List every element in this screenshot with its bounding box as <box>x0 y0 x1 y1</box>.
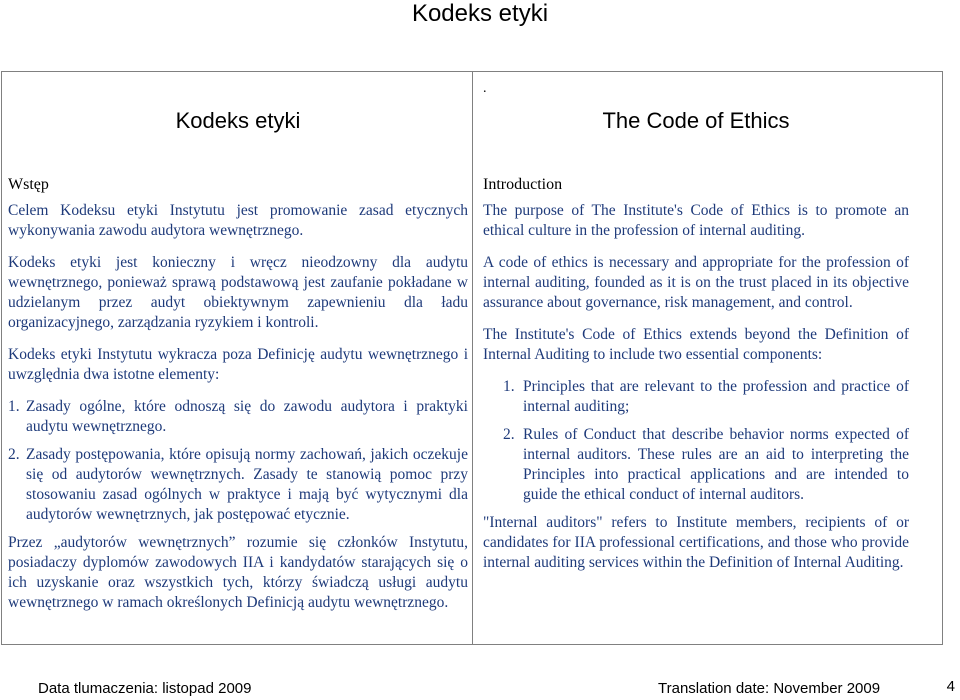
list-item <box>483 425 909 505</box>
stray-dot: . <box>483 81 487 96</box>
list-item-text: Rules of Conduct that describe behavior norms expected of internal auditors. These rules are an aid to interpreting the Principles into practical applications and are intended to guide the ethical conduct of internal auditors. <box>523 426 909 503</box>
english-section-heading: Introduction <box>483 176 563 193</box>
english-elements-list <box>483 377 909 505</box>
list-item <box>8 397 468 437</box>
footer-translation-date-english: Translation date: November 2009 <box>658 680 881 697</box>
list-item-text: Zasady ogólne, które odnoszą się do zawodu audytora i praktyki audytu wewnętrznego. <box>26 398 468 435</box>
list-item-text: Principles that are relevant to the profession and practice of internal auditing; <box>523 378 909 415</box>
list-item <box>483 377 909 417</box>
polish-paragraph-purpose: Celem Kodeksu etyki Instytutu jest promowanie zasad etycznych wykonywania zawodu audytora wewnętrznego. <box>8 202 468 239</box>
polish-paragraph-extends: Kodeks etyki Instytutu wykracza poza Definicję audytu wewnętrznego i uwzględnia dwa istotne elementy: <box>8 346 468 383</box>
list-item-number: 1. <box>8 398 20 415</box>
footer-translation-date-polish: Data tlumaczenia: listopad 2009 <box>38 680 252 697</box>
polish-paragraph-definition: Przez „audytorów wewnętrznych” rozumie się członków Instytutu, posiadaczy dyplomów zawodowych IIA i kandydatów starających się o ich uzyskanie oraz wszystkich tych, którzy świadczą usługi audytu wewnętrznego w ramach określonych Definicją audytu wewnętrznego. <box>8 534 468 611</box>
polish-column-title: Kodeks etyki <box>175 108 301 133</box>
english-paragraph-definition: "Internal auditors" refers to Institute members, recipients of or candidates for IIA professional certifications, and those who provide internal auditing services within the Definition of Internal Auditing. <box>483 514 909 571</box>
english-column-title: The Code of Ethics <box>602 108 790 133</box>
list-item-number: 1. <box>503 378 515 395</box>
english-paragraph-purpose: The purpose of The Institute's Code of Ethics is to promote an ethical culture in the profession of internal auditing. <box>483 202 909 239</box>
polish-paragraph-necessity: Kodeks etyki jest konieczny i wręcz nieodzowny dla audytu wewnętrznego, ponieważ sprawą podstawową jest zaufanie pokładane w udzielanym przez audyt obiektywnym zapewnieniu dla ładu organizacyjnego, zarządzania ryzykiem i kontroli. <box>8 254 468 331</box>
list-item <box>8 445 468 525</box>
english-paragraph-necessity: A code of ethics is necessary and appropriate for the profession of internal auditing, founded as it is on the trust placed in its objective assurance about governance, risk management, and control. <box>483 254 909 311</box>
list-item-text: Zasady postępowania, które opisują normy zachowań, jakich oczekuje się od audytorów wewnętrznych. Zasady te stanowią pomoc przy stosowaniu zasad ogólnych w praktyce i mają być wytycznymi dla audytorów wewnętrznych, jak postępować etycznie. <box>26 446 468 523</box>
english-column <box>483 80 909 573</box>
polish-section-heading: Wstęp <box>8 176 49 193</box>
english-paragraph-extends: The Institute's Code of Ethics extends beyond the Definition of Internal Auditing to include two essential components: <box>483 326 909 363</box>
column-divider <box>472 71 473 645</box>
list-item-number: 2. <box>8 446 20 463</box>
list-item-number: 2. <box>503 426 515 443</box>
page-number: 4 <box>946 678 955 695</box>
polish-elements-list <box>8 397 468 525</box>
page-header-title: Kodeks etyki <box>411 0 549 27</box>
polish-column <box>8 80 468 613</box>
